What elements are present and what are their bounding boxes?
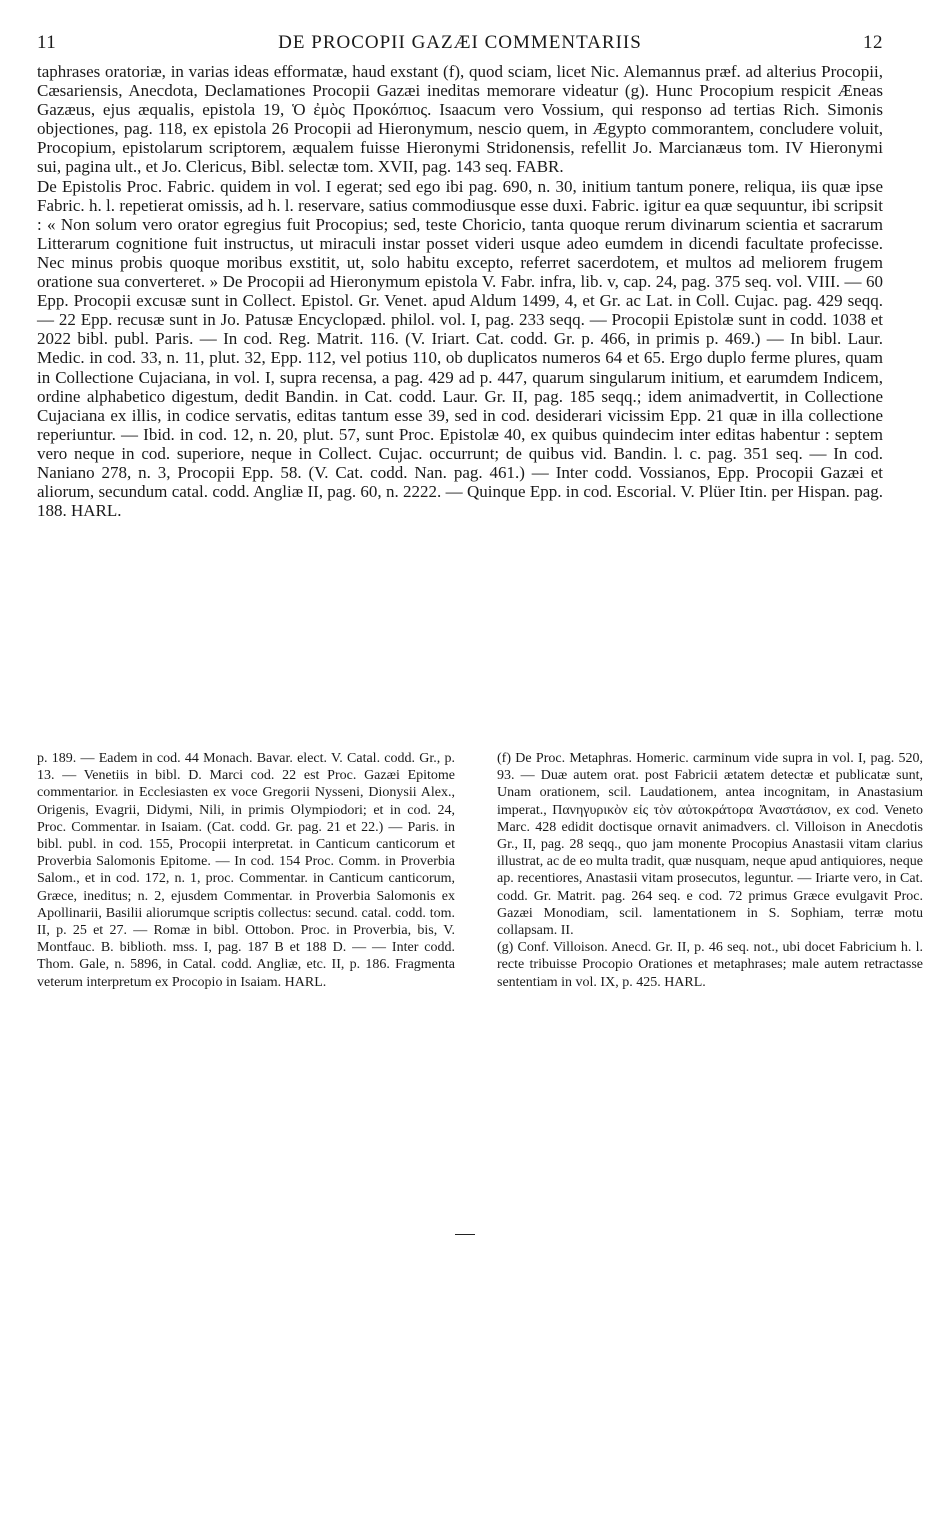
main-text — [37, 62, 883, 520]
end-rule — [455, 1234, 475, 1235]
main-paragraph: taphrases oratoriæ, in varias ideas efformatæ, haud exstant (f), quod sciam, licet Nic. Alemannus præf. ad alterius Procopii, Cæsariensis, Anecdota, Declamationes Procopii Gazæi ineditas memorare videatur (g). Hunc Procopium respicit Æneas Gazæus, ejus æqualis, epistola 19, Ὁ ἐμὸς Προκόπιος. Isaacum vero Vossium, qui responso ad tertias Rich. Simonis objectiones, pag. 118, ex epistola 26 Procopii ad Hieronymum, nescio quem, in Ægypto commorantem, concludere voluit, Procopium, epistolarum scriptorem, æqualem fuisse Hieronymi Stridonensis, refellit Jo. Marcianæus tom. IV Hieronymi sui, pagina ult., et Jo. Clericus, Bibl. selectæ tom. XVII, pag. 143 seq. FABR. — [37, 62, 883, 177]
page-number-left: 11 — [37, 32, 57, 53]
footnote-f: (f) De Proc. Metaphras. Homeric. carminum vide supra in vol. I, pag. 520, 93. — Duæ autem orat. post Fabricii ætatem detectæ et publicatæ sunt, Unam orationem, scil. Laudationem, antea incognitam, in Anastasium imperat., Πανηγυρικὸν εἰς τὸν αὐτοκράτορα Ἀναστάσιον, ex cod. Veneto Marc. 428 edidit doctisque ornavit animadvers. cl. Villoison in Anecdotis Gr., II, pag. 28 seqq., quo jam monente Procopius Anastasii vitam clarius illustrat, ac de eo multa tradit, quæ nusquam, neque apud antiquiores, neque ap. recentiores, Anastasii vitam prosecutos, leguntur. — Iriarte vero, in Cat. codd. Gr. Matrit. pag. 264 seq. e cod. 72 primus Græce evulgavit Proc. Gazæi Monodiam, scil. lamentationem in S. Sophiam, terræ motu collapsam. II. — [497, 751, 923, 939]
footnote-column-left — [37, 750, 455, 991]
main-paragraph: De Epistolis Proc. Fabric. quidem in vol. I egerat; sed ego ibi pag. 690, n. 30, initium tantum ponere, reliqua, iis quæ ipse Fabric. h. l. repetierat omissis, ad h. l. reservare, satius commodiusque esse duxi. Fabric. igitur ea quæ sequuntur, ibi scripsit : « Non solum vero orator egregius fuit Procopius; sed, teste Choricio, tanta quoque rerum divinarum scientia et sacrarum Litterarum cognitione fuit instructus, ut miraculi instar posset videri usque adeo eumdem in dicendi facultate profecisse. Nec minus probis quoque moribus exstitit, ut, solo habitu excepto, referret sacerdotem, et multos ad meliorem frugem oratione sua converteret. » De Procopii ad Hieronymum epistola V. Fabr. infra, lib. v, cap. 24, pag. 375 seq. vol. VIII. — 60 Epp. Procopii excusæ sunt in Collect. Epistol. Gr. Venet. apud Aldum 1499, 4, et Gr. ac Lat. in Coll. Cujac. pag. 429 seqq. — 22 Epp. recusæ sunt in Jo. Patusæ Encyclopæd. philol. vol. I, pag. 233 seqq. — Procopii Epistolæ sunt in codd. 1038 et 2022 bibl. publ. Paris. — In cod. Reg. Matrit. 116. (V. Iriart. Cat. codd. Gr. p. 466, in primis p. 469.) — In bibl. Laur. Medic. in cod. 33, n. 11, plut. 32, Epp. 112, vel potius 110, ob duplicatos numeros 64 et 65. Ergo duplo ferme plures, quam in Collectione Cujaciana, in vol. I, supra recensa, a pag. 429 ad p. 447, quarum singularum initium, et earumdem Indicem, ordine alphabetico digestum, dedit Bandin. in Cat. codd. Laur. Gr. II, pag. 185 seqq.; idem animadvertit, in Collectione Cujaciana ex illis, in codice servatis, editas tantum esse 39, sed in cod. desiderari vicissim Epp. 21 quæ in illa collectione reperiuntur. — Ibid. in cod. 12, n. 20, plut. 57, sunt Proc. Epistolæ 40, ex quibus quindecim inter editas habentur : septem vero neque in cod. superiore, neque in Collect. Cujac. occurrunt; de quibus vid. Bandin. l. c. pag. 351 seq. — In cod. Naniano 278, n. 3, Procopii Epp. 58. (V. Cat. codd. Nan. pag. 461.) — Inter codd. Vossianos, Epp. Procopii Gazæi et aliorum, secundum catal. codd. Angliæ II, pag. 60, n. 2222. — Quinque Epp. in cod. Escorial. V. Plüer Itin. per Hispan. pag. 188. HARL. — [37, 176, 883, 521]
footnote-continuation: p. 189. — Eadem in cod. 44 Monach. Bavar. elect. V. Catal. codd. Gr., p. 13. — Venetiis in bibl. D. Marci cod. 22 est Proc. Gazæi Epitome commentarior. in Ecclesiasten ex voce Gregorii Nysseni, Dionysii Alex., Origenis, Evagrii, Didymi, Nili, in primis Olympiodori; et in cod. 24, Proc. Commentar. in Isaiam. (Cat. codd. Gr. pag. 21 et 22.) — Paris. in bibl. publ. in cod. 155, Procopii interpretat. in Canticum canticorum et Proverbia Salomonis Epitome. — In cod. 154 Proc. Comm. in Proverbia Salom., et in cod. 172, n. 1, proc. Commentar. in Canticum canticorum, Græce, ineditus; n. 2, ejusdem Commentar. in Proverbia Salomonis ex Apollinarii, Basilii aliorumque scriptis collectus: secund. catal. codd. tom. II, p. 25 et 27. — Romæ in bibl. Ottobon. Proc. in Proverbia, bis, V. Montfauc. B. biblioth. mss. I, pag. 187 B et 188 D. — — Inter codd. Thom. Gale, n. 5896, in Catal. codd. Angliæ, etc. II, p. 186. Fragmenta veterum interpretum ex Procopio in Isaiam. HARL. — [37, 751, 455, 990]
footnote-g: (g) Conf. Villoison. Anecd. Gr. II, p. 46 seq. not., ubi docet Fabricium h. l. recte tribuisse Procopio Orationes et metaphrases; male autem retractasse sententiam in vol. IX, p. 425. HARL. — [497, 940, 923, 990]
footnote-column-right — [497, 750, 923, 991]
running-header — [37, 32, 883, 60]
running-title: DE PROCOPII GAZÆI COMMENTARIIS — [278, 32, 642, 53]
page-number-right: 12 — [863, 32, 883, 53]
